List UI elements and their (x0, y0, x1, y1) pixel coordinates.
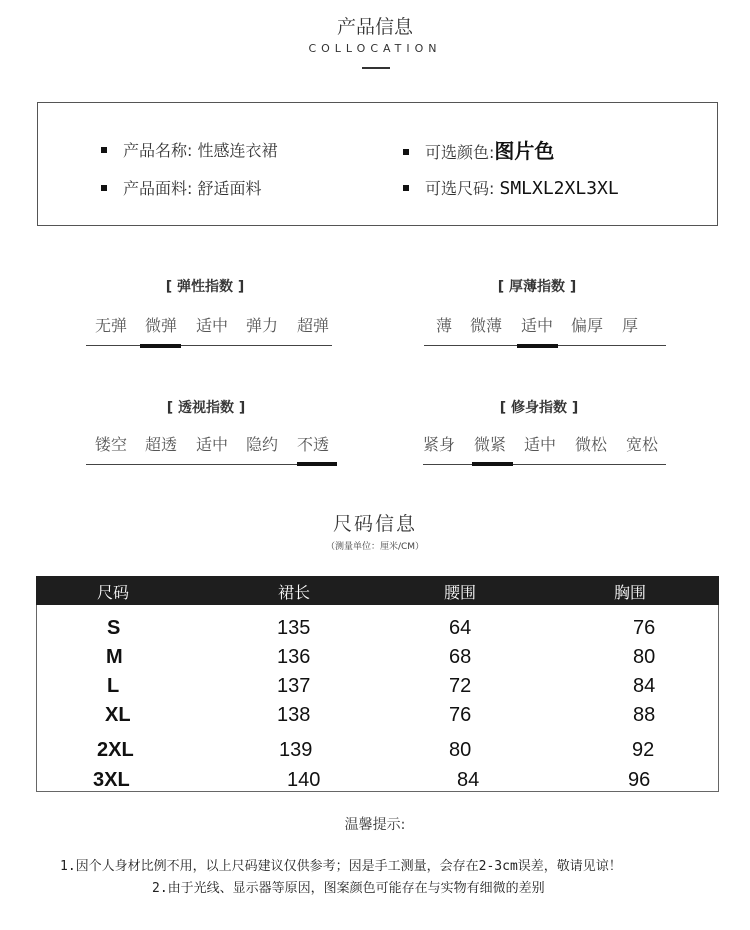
transparency-option: 不透 (297, 435, 330, 454)
product-info-box (37, 102, 718, 226)
tips-line-1: 1.因个人身材比例不用，以上尺码建议仅供参考；因是手工测量，会存在2-3cm误差，敬请见谅！ (60, 859, 622, 874)
product-color-value: 图片色 (494, 139, 555, 163)
fit-option: 微紧 (474, 435, 507, 454)
waist-cell: 76 (449, 704, 472, 726)
transparency-index-title: [ 透视指数 ] (166, 400, 246, 416)
size-cell: 2XL (97, 739, 134, 761)
size-cell: M (106, 646, 123, 668)
size-cell: L (107, 675, 120, 697)
product-size-value: SMLXL2XL3XL (499, 178, 619, 199)
size-section-title: 尺码信息 (332, 513, 417, 535)
size-cell: XL (105, 704, 131, 726)
thickness-option: 适中 (521, 316, 554, 335)
bust-cell: 84 (633, 675, 656, 697)
thickness-option: 薄 (436, 316, 453, 335)
thickness-index-title: [ 厚薄指数 ] (497, 279, 577, 295)
size-table-header-cell: 腰围 (444, 583, 477, 602)
transparency-option: 超透 (145, 435, 178, 454)
size-table-header (36, 576, 719, 605)
elasticity-option: 超弹 (297, 316, 330, 335)
product-size-label: 可选尺码: (425, 179, 495, 198)
elasticity-option: 弹力 (246, 316, 279, 335)
fit-option: 微松 (575, 435, 608, 454)
fit-index-title: [ 修身指数 ] (499, 400, 579, 416)
transparency-selected-marker (297, 462, 337, 466)
size-cell: S (107, 617, 121, 639)
thickness-option: 微薄 (470, 316, 503, 335)
thickness-selected-marker (517, 344, 558, 348)
product-fabric-row (101, 176, 262, 199)
product-name-label: 产品名称: (123, 141, 193, 160)
bust-cell: 80 (633, 646, 656, 668)
elasticity-selected-marker (140, 344, 181, 348)
length-cell: 140 (287, 769, 321, 791)
waist-cell: 84 (457, 769, 480, 791)
waist-cell: 64 (449, 617, 472, 639)
tips-title: 温馨提示: (344, 817, 406, 833)
waist-cell: 68 (449, 646, 472, 668)
size-unit-note: （测量单位：厘米/CM） (325, 542, 425, 552)
size-table-body (36, 605, 719, 792)
thickness-option: 偏厚 (571, 316, 604, 335)
bust-cell: 96 (628, 769, 651, 791)
waist-cell: 80 (449, 739, 472, 761)
product-fabric-value: 舒适面料 (197, 179, 262, 198)
transparency-option: 镂空 (95, 435, 128, 454)
size-table-header-cell: 裙长 (278, 583, 311, 602)
transparency-option: 隐约 (246, 435, 279, 454)
product-fabric-label: 产品面料: (123, 179, 193, 198)
elasticity-scale-line (86, 345, 332, 346)
product-name-row (101, 138, 278, 161)
fit-scale-line (423, 464, 666, 465)
product-size-row (403, 176, 619, 199)
elasticity-index-title: [ 弹性指数 ] (165, 279, 245, 295)
fit-option: 紧身 (423, 435, 456, 454)
transparency-option: 适中 (196, 435, 229, 454)
elasticity-option: 微弹 (145, 316, 178, 335)
product-name-value: 性感连衣裙 (197, 141, 278, 160)
bust-cell: 88 (633, 704, 656, 726)
size-table-header-cell: 胸围 (614, 583, 647, 602)
size-cell: 3XL (93, 769, 130, 791)
elasticity-option: 无弹 (95, 316, 128, 335)
length-cell: 139 (279, 739, 313, 761)
page-subtitle: COLLOCATION (308, 42, 442, 55)
product-color-row (403, 135, 554, 164)
fit-selected-marker (472, 462, 513, 466)
length-cell: 135 (277, 617, 311, 639)
length-cell: 138 (277, 704, 311, 726)
length-cell: 136 (277, 646, 311, 668)
bullet-icon (101, 147, 107, 153)
thickness-option: 厚 (622, 316, 639, 335)
length-cell: 137 (277, 675, 311, 697)
page-title: 产品信息 (336, 16, 413, 38)
title-divider (362, 67, 390, 69)
bust-cell: 92 (632, 739, 655, 761)
product-color-label: 可选颜色: (425, 143, 495, 162)
fit-option: 宽松 (626, 435, 659, 454)
bust-cell: 76 (633, 617, 656, 639)
waist-cell: 72 (449, 675, 472, 697)
fit-option: 适中 (524, 435, 557, 454)
bullet-icon (403, 149, 409, 155)
bullet-icon (403, 185, 409, 191)
tips-line-2: 2.由于光线、显示器等原因，图案颜色可能存在与实物有细微的差别 (152, 881, 545, 896)
bullet-icon (101, 185, 107, 191)
elasticity-option: 适中 (196, 316, 229, 335)
size-table-header-cell: 尺码 (97, 583, 130, 602)
